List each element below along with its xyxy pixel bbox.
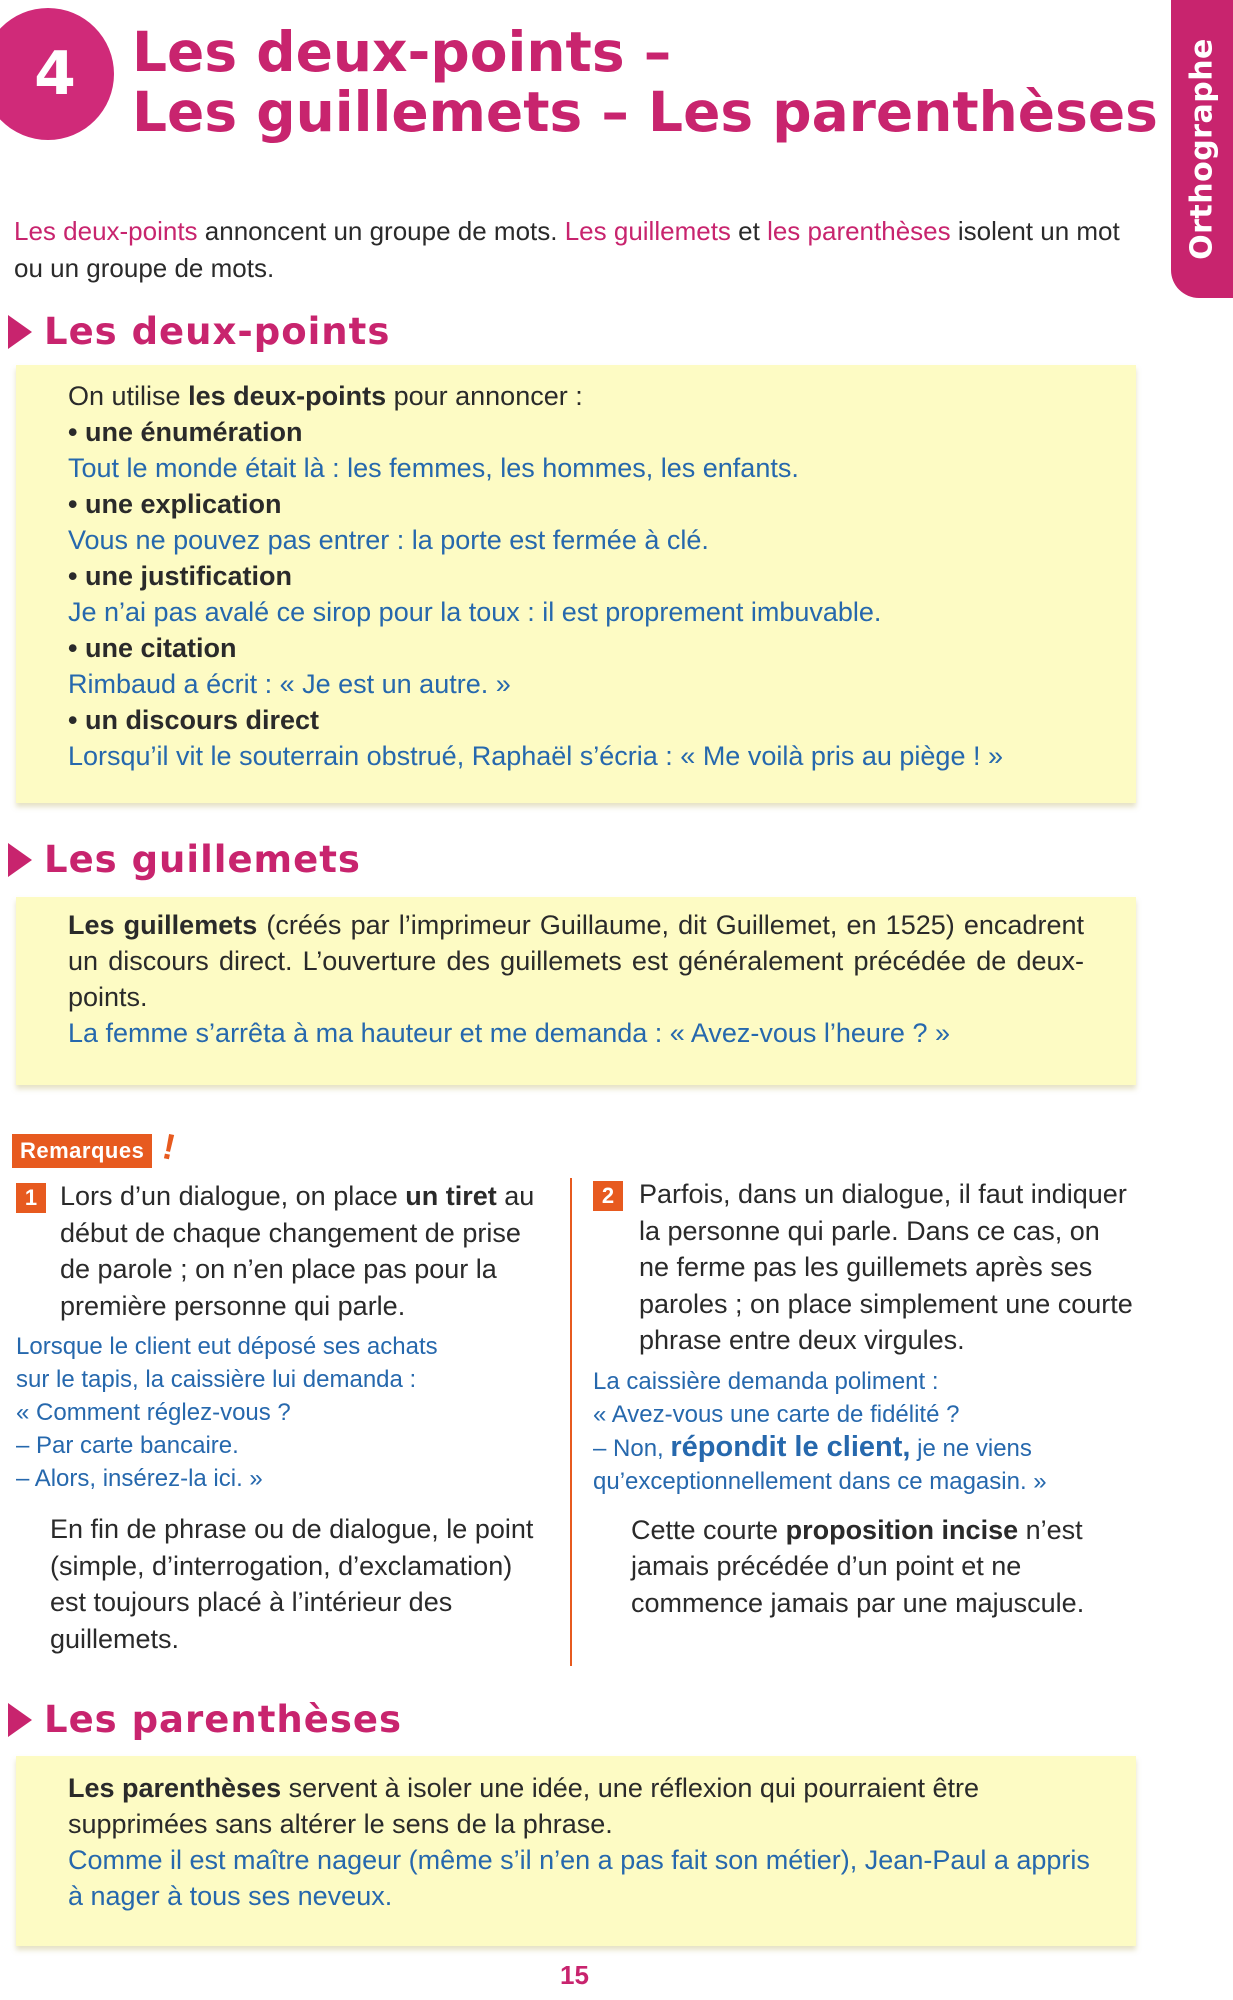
section-heading-parentheses: Les parenthèses xyxy=(8,1698,402,1741)
item-example: Rimbaud a écrit : « Je est un autre. » xyxy=(68,669,511,699)
section-heading-deux-points: Les deux-points xyxy=(8,310,390,353)
guillemets-example: La femme s’arrêta à ma hauteur et me demanda : « Avez-vous l’heure ? » xyxy=(68,1018,950,1048)
item-label: • un discours direct xyxy=(68,705,320,735)
intro-paragraph: Les deux-points annoncent un groupe de mots. Les guillemets et les parenthèses isolent un mot ou un groupe de mots. xyxy=(14,216,1120,283)
section-heading-guillemets: Les guillemets xyxy=(8,838,361,881)
remark-1-note: En fin de phrase ou de dialogue, le point (simple, d’interrogation, d’exclamation) est toujours placé à l’intérieur des guillemets. xyxy=(50,1514,534,1654)
remark-2-text: Parfois, dans un dialogue, il faut indiquer la personne qui parle. Dans ce cas, on ne ferme pas les guillemets après ses paroles ; on place simplement une courte phrase entre deux virgules. xyxy=(639,1179,1133,1355)
deux-points-lead: On utilise les deux-points pour annoncer : xyxy=(68,381,583,411)
remark-2 xyxy=(593,1176,1133,1621)
item-label: • une citation xyxy=(68,633,237,663)
remark-1-example xyxy=(16,1330,548,1495)
arrow-icon xyxy=(8,315,32,349)
arrow-icon xyxy=(8,843,32,877)
remark-2-note: Cette courte proposition incise n’est jamais précédée d’un point et ne commence jamais par une majuscule. xyxy=(631,1514,1085,1618)
item-label: • une justification xyxy=(68,561,292,591)
item-label: • une énumération xyxy=(68,417,303,447)
example-line: Lorsque le client eut déposé ses achats xyxy=(16,1333,438,1360)
guillemets-definition: Les guillemets (créés par l’imprimeur Guillaume, dit Guillemet, en 1525) encadrent un discours direct. L’ouverture des guillemets est généralement précédée de deux-points. xyxy=(68,910,1084,1012)
chapter-number-badge: 4 xyxy=(0,8,114,140)
example-line: sur le tapis, la caissière lui demanda : xyxy=(16,1366,417,1393)
example-line: « Avez-vous une carte de fidélité ? xyxy=(593,1400,960,1428)
remark-1-text: Lors d’un dialogue, on place un tiret au début de chaque changement de prise de parole ; on n’en place pas pour la première personne qui parle. xyxy=(60,1181,535,1321)
example-line: – Alors, insérez-la ici. » xyxy=(16,1465,263,1492)
example-line: « Comment réglez-vous ? xyxy=(16,1399,291,1426)
parentheses-example: Comme il est maître nageur (même s’il n’en a pas fait son métier), Jean-Paul a appris à nager à tous ses neveux. xyxy=(68,1845,1090,1911)
column-divider xyxy=(570,1178,572,1666)
title-line-1: Les deux-points – xyxy=(132,20,672,84)
side-tab-orthographe: Orthographe xyxy=(1171,0,1233,298)
exclamation-icon: ! xyxy=(158,1125,180,1168)
example-line: qu’exceptionnellement dans ce magasin. » xyxy=(593,1467,1047,1495)
example-line: La caissière demanda poliment : xyxy=(593,1367,939,1395)
example-line: – Par carte bancaire. xyxy=(16,1432,239,1459)
arrow-icon xyxy=(8,1703,32,1737)
item-example: Lorsqu’il vit le souterrain obstrué, Raphaël s’écria : « Me voilà pris au piège ! » xyxy=(68,741,1003,771)
guillemets-box xyxy=(16,897,1136,1085)
remark-number-1: 1 xyxy=(16,1183,46,1213)
item-example: Vous ne pouvez pas entrer : la porte est fermée à clé. xyxy=(68,525,709,555)
remarques-badge: Remarques xyxy=(12,1134,152,1168)
parentheses-definition: Les parenthèses servent à isoler une idée, une réflexion qui pourraient être supprimées sans altérer le sens de la phrase. xyxy=(68,1773,980,1839)
remark-2-example xyxy=(593,1365,1133,1498)
item-example: Je n’ai pas avalé ce sirop pour la toux : il est proprement imbuvable. xyxy=(68,597,882,627)
title-line-2: Les guillemets – Les parenthèses xyxy=(132,80,1158,144)
item-example: Tout le monde était là : les femmes, les hommes, les enfants. xyxy=(68,453,799,483)
parentheses-box xyxy=(16,1756,1136,1946)
page-title xyxy=(132,22,1158,142)
example-line: – Non, répondit le client, je ne viens xyxy=(593,1430,1032,1463)
deux-points-box xyxy=(16,365,1136,803)
page-number: 15 xyxy=(560,1960,589,1990)
remark-1 xyxy=(16,1178,548,1657)
item-label: • une explication xyxy=(68,489,282,519)
remark-number-2: 2 xyxy=(593,1181,623,1211)
